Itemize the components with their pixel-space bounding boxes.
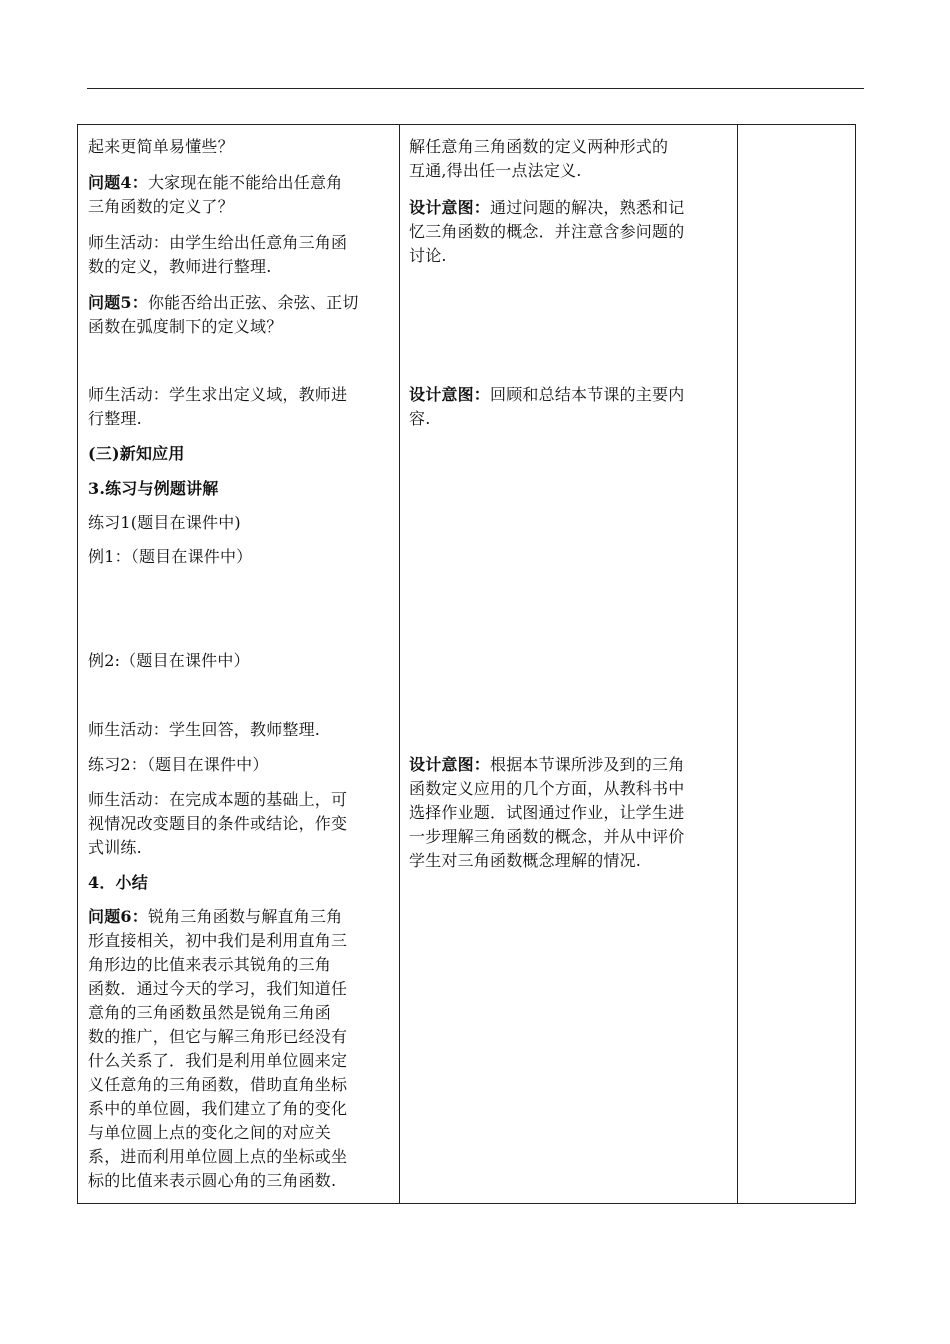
- question-4: 问题4：大家现在能不能给出任意角 三角函数的定义了？: [88, 173, 343, 216]
- teaching-process-cell: [78, 125, 399, 1203]
- exercise-2: 练习2：（题目在课件中）: [88, 755, 269, 774]
- lesson-plan-table: [77, 124, 856, 1204]
- exercise-1: 练习1(题目在课件中): [88, 513, 241, 532]
- activity-4: 师生活动：在完成本题的基础上，可 视情况改变题目的条件或结论，作变 式训练.: [88, 790, 348, 857]
- summary-heading: 4．小结: [88, 873, 148, 892]
- design-intent-1: 设计意图：通过问题的解决，熟悉和记 忆三角函数的概念．并注意含参问题的 讨论.: [409, 198, 685, 265]
- example-2: 例2:（题目在课件中）: [88, 651, 250, 670]
- activity-1: 师生活动：由学生给出任意角三角函 数的定义，教师进行整理.: [88, 233, 348, 276]
- intent-intro-text: 解任意角三角函数的定义两种形式的 互通,得出任一点法定义.: [409, 137, 669, 180]
- section-heading: (三)新知应用: [88, 444, 185, 463]
- example-1: 例1：（题目在课件中）: [88, 547, 253, 566]
- question-5: 问题5：你能否给出正弦、余弦、正切 函数在弧度制下的定义域？: [88, 293, 359, 336]
- design-intent-3: 设计意图：根据本节课所涉及到的三角 函数定义应用的几个方面，从教科书中 选择作业题．试图通过作业，让学生进 一步理解三角函数的概念，并从中评价 学生对三角函数概念理解的情况.: [409, 755, 685, 870]
- question-6: 问题6：锐角三角函数与解直角三角 形直接相关，初中我们是利用直角三 角形边的比值来表示其锐角的三角 函数．通过今天的学习，我们知道任 意角的三角函数虽然是锐角三角函 数的推广，但它与解三角形已经没有 什么关系了．我们是利用单位圆来定 义任意角的三角函数，借助直角坐标 系中的单位圆，我们建立了角的变化 与单位圆上点的变化之间的对应关 系，进而利用单位圆上点的坐标或坐 标的比值来表示圆心角的三角函数.: [88, 907, 348, 1190]
- header-rule: [87, 88, 864, 89]
- subsection-heading: 3.练习与例题讲解: [88, 479, 219, 498]
- activity-3: 师生活动：学生回答，教师整理.: [88, 720, 321, 739]
- design-intent-2: 设计意图：回顾和总结本节课的主要内 容.: [409, 385, 685, 428]
- design-intent-cell: [400, 125, 737, 1203]
- notes-cell: [738, 125, 855, 1203]
- intro-text: 起来更简单易懂些？: [88, 137, 234, 156]
- activity-2: 师生活动：学生求出定义域，教师进 行整理.: [88, 385, 348, 428]
